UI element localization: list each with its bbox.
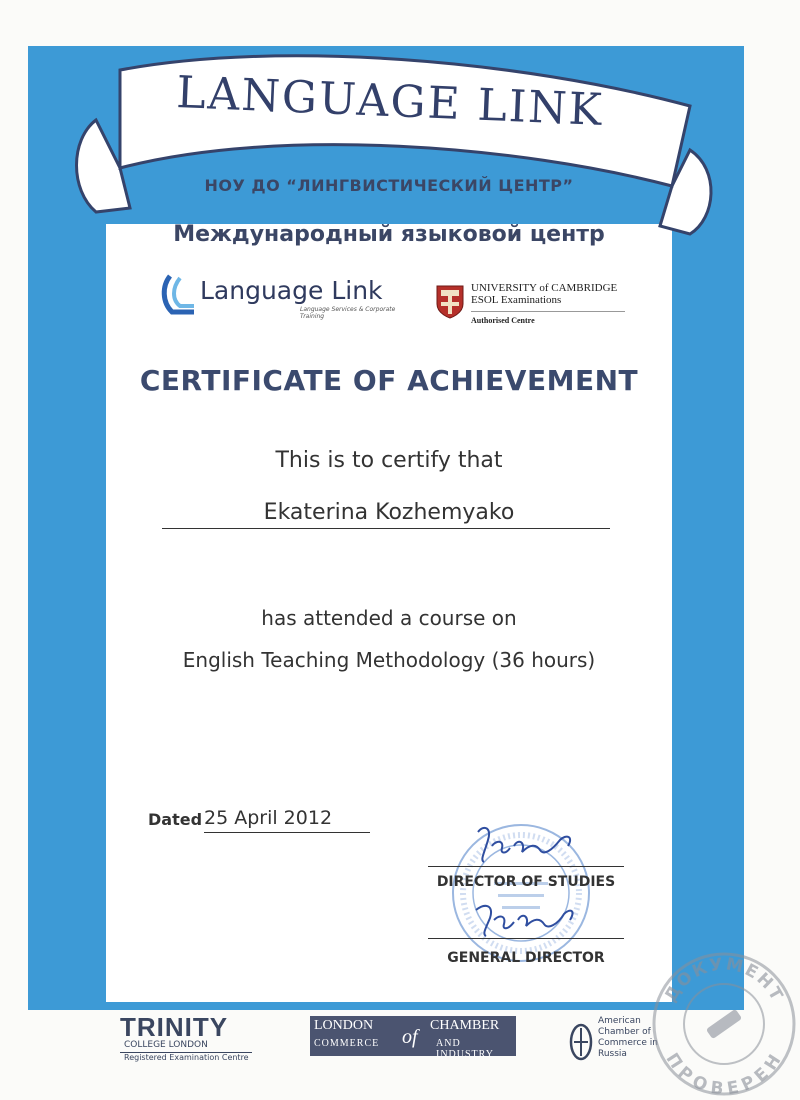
cambridge-divider bbox=[471, 311, 625, 312]
trinity-college-logo bbox=[120, 1012, 260, 1060]
language-link-mark-icon bbox=[160, 272, 196, 316]
verified-pen-icon bbox=[706, 1009, 742, 1039]
certificate-title: CERTIFICATE OF ACHIEVEMENT bbox=[139, 364, 639, 397]
amcham-emblem-icon bbox=[568, 1022, 594, 1062]
svg-text:ПРОВЕРЕН bbox=[662, 1050, 787, 1098]
american-chamber-logo bbox=[568, 1016, 658, 1070]
london-chamber-word-of: of bbox=[402, 1026, 418, 1048]
london-chamber-logo bbox=[310, 1016, 516, 1060]
cambridge-line2: ESOL Examinations bbox=[471, 294, 562, 306]
recipient-underline bbox=[162, 528, 610, 529]
amcham-line2: Chamber of bbox=[598, 1027, 651, 1037]
director-of-studies-signature bbox=[470, 820, 580, 870]
language-link-tagline: Language Services & Corporate Training bbox=[300, 306, 396, 320]
language-link-logo bbox=[160, 272, 400, 322]
cambridge-line1: UNIVERSITY of CAMBRIDGE bbox=[471, 282, 618, 294]
cambridge-line3: Authorised Centre bbox=[471, 316, 535, 325]
trinity-registered-centre: Registered Examination Centre bbox=[124, 1053, 249, 1062]
amcham-line4: Russia bbox=[598, 1049, 627, 1059]
london-chamber-word-london: LONDON bbox=[314, 1018, 374, 1033]
recipient-name: Ekaterina Kozhemyako bbox=[263, 500, 515, 525]
amcham-text bbox=[598, 1016, 658, 1060]
director-of-studies-label: DIRECTOR OF STUDIES bbox=[436, 874, 616, 890]
certify-intro: This is to certify that bbox=[275, 448, 503, 473]
amcham-line3: Commerce in bbox=[598, 1038, 658, 1048]
dated-label: Dated bbox=[148, 810, 203, 829]
language-link-name: Language Link bbox=[200, 276, 383, 305]
london-chamber-word-industry: AND INDUSTRY bbox=[436, 1038, 495, 1060]
trinity-subtitle: COLLEGE LONDON bbox=[124, 1040, 208, 1050]
organization-subtitle: Международный языковой центр bbox=[173, 222, 605, 247]
course-name: English Teaching Methodology (36 hours) bbox=[182, 648, 596, 672]
general-director-label: GENERAL DIRECTOR bbox=[447, 950, 605, 966]
trinity-name: TRINITY bbox=[120, 1012, 229, 1042]
cambridge-esol-logo bbox=[435, 282, 635, 326]
amcham-line1: American bbox=[598, 1016, 641, 1026]
verified-stamp-top-text: ДОКУМЕНТ bbox=[660, 954, 788, 1006]
attended-text: has attended a course on bbox=[261, 606, 517, 630]
london-chamber-word-chamber: CHAMBER bbox=[430, 1018, 500, 1033]
organization-name: НОУ ДО “ЛИНГВИСТИЧЕСКИЙ ЦЕНТР” bbox=[204, 176, 574, 195]
date-underline bbox=[204, 832, 370, 833]
cambridge-shield-icon bbox=[435, 284, 465, 320]
document-verified-stamp bbox=[650, 950, 798, 1098]
ribbon-title: LANGUAGE LINK bbox=[175, 67, 605, 136]
london-chamber-word-commerce: COMMERCE bbox=[314, 1038, 380, 1049]
svg-text:ДОКУМЕНТ bbox=[661, 954, 788, 1005]
verified-stamp-bottom-text: ПРОВЕРЕН bbox=[661, 1049, 787, 1098]
date-value: 25 April 2012 bbox=[204, 807, 333, 829]
general-director-signature bbox=[470, 896, 580, 946]
